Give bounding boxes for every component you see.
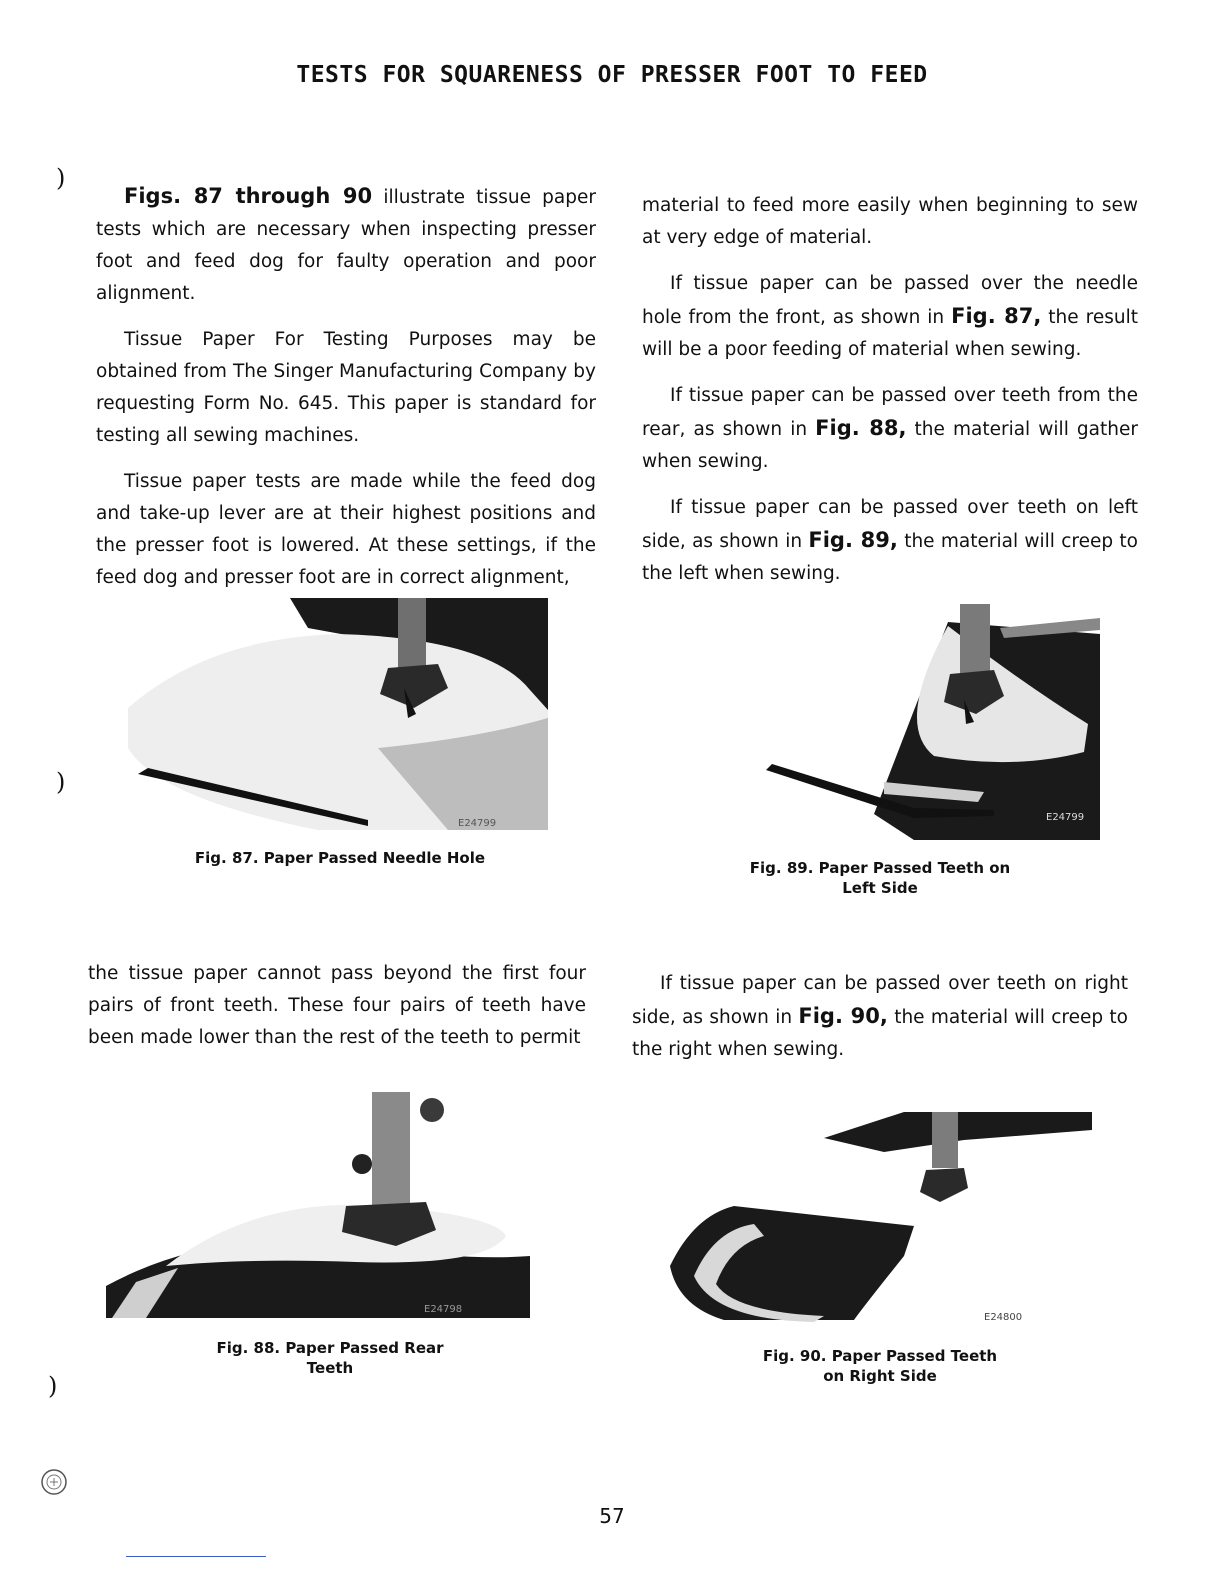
right-bottom-column: [632, 968, 1128, 1080]
fig-87-reference: Fig. 87,: [951, 304, 1042, 328]
fig-90-caption: [730, 1346, 1030, 1386]
page-title: TESTS FOR SQUARENESS OF PRESSER FOOT TO FEED: [296, 62, 928, 88]
paragraph-right-side: If tissue paper can be passed over teeth on right side, as shown in Fig. 90, the material will creep to the right when sewing.: [632, 973, 1128, 1060]
paragraph-front-teeth: the tissue paper cannot pass beyond the first four pairs of front teeth. These four pairs of teeth have been made lower than the rest of the teeth to permit: [88, 963, 586, 1048]
figs-87-90-reference: Figs. 87 through 90: [124, 184, 373, 208]
paragraph-tissue-paper: Tissue Paper For Testing Purposes may be obtained from The Singer Manufacturing Company by requesting Form No. 645. This paper is standard for testing all sewing machines.: [96, 329, 596, 446]
left-top-column: [96, 180, 596, 608]
page-number: 57: [599, 1504, 625, 1528]
fig-87-photo: [118, 598, 550, 830]
fig-87-code: E24799: [458, 818, 497, 829]
fig-89-photo: [764, 604, 1100, 840]
fig-88-code: E24798: [424, 1304, 463, 1315]
paragraph-rear-teeth: If tissue paper can be passed over teeth from the rear, as shown in Fig. 88, the material will gather when sewing.: [642, 385, 1138, 472]
fig-90-code: E24800: [984, 1312, 1023, 1323]
fig-89-caption: [730, 858, 1030, 898]
fig-90-caption-line1: Fig. 90. Paper Passed Teeth: [762, 1347, 998, 1365]
left-bottom-column: [88, 958, 586, 1068]
fig-90-photo: [664, 1106, 1096, 1328]
fig-88-caption-line2: Teeth: [306, 1359, 354, 1377]
paragraph-intro-text: illustrate tissue paper tests which are necessary when inspecting presser foot and feed dog for faulty operation and poor alignment.: [96, 187, 596, 304]
footer-rule: [126, 1556, 266, 1557]
fig-90-caption-line2: on Right Side: [823, 1367, 937, 1385]
margin-mark-middle: ): [56, 768, 66, 796]
margin-mark-top: ): [56, 164, 66, 192]
fig-88-caption-line1: Fig. 88. Paper Passed Rear: [216, 1339, 444, 1357]
fig-88-caption: [180, 1338, 480, 1378]
fig-89-caption-line2: Left Side: [842, 879, 918, 897]
paragraph-tissue-tests: Tissue paper tests are made while the feed dog and take-up lever are at their highest positions and the presser foot is lowered. At these settings, if the feed dog and presser foot are in correct alignment,: [96, 471, 596, 588]
paragraph-material-feed: material to feed more easily when beginning to sew at very edge of material.: [642, 195, 1138, 248]
paragraph-left-side: If tissue paper can be passed over teeth on left side, as shown in Fig. 89, the material will creep to the left when sewing.: [642, 497, 1138, 584]
fig-89-caption-line1: Fig. 89. Paper Passed Teeth on: [749, 859, 1011, 877]
paragraph-needle-hole: If tissue paper can be passed over the needle hole from the front, as shown in Fig. 87, the result will be a poor feeding of material when sewing.: [642, 273, 1138, 360]
margin-mark-bottom: ): [48, 1372, 58, 1400]
fig-89-code: E24799: [1046, 812, 1085, 823]
right-top-column: [642, 190, 1138, 604]
fig-90-reference: Fig. 90,: [798, 1004, 888, 1028]
fig-89-reference: Fig. 89,: [808, 528, 898, 552]
singer-seal-icon: [40, 1468, 68, 1500]
paragraph-intro: [96, 180, 596, 310]
fig-88-reference: Fig. 88,: [815, 416, 907, 440]
fig-88-photo: [106, 1086, 530, 1318]
fig-87-caption: Fig. 87. Paper Passed Needle Hole: [194, 849, 486, 867]
